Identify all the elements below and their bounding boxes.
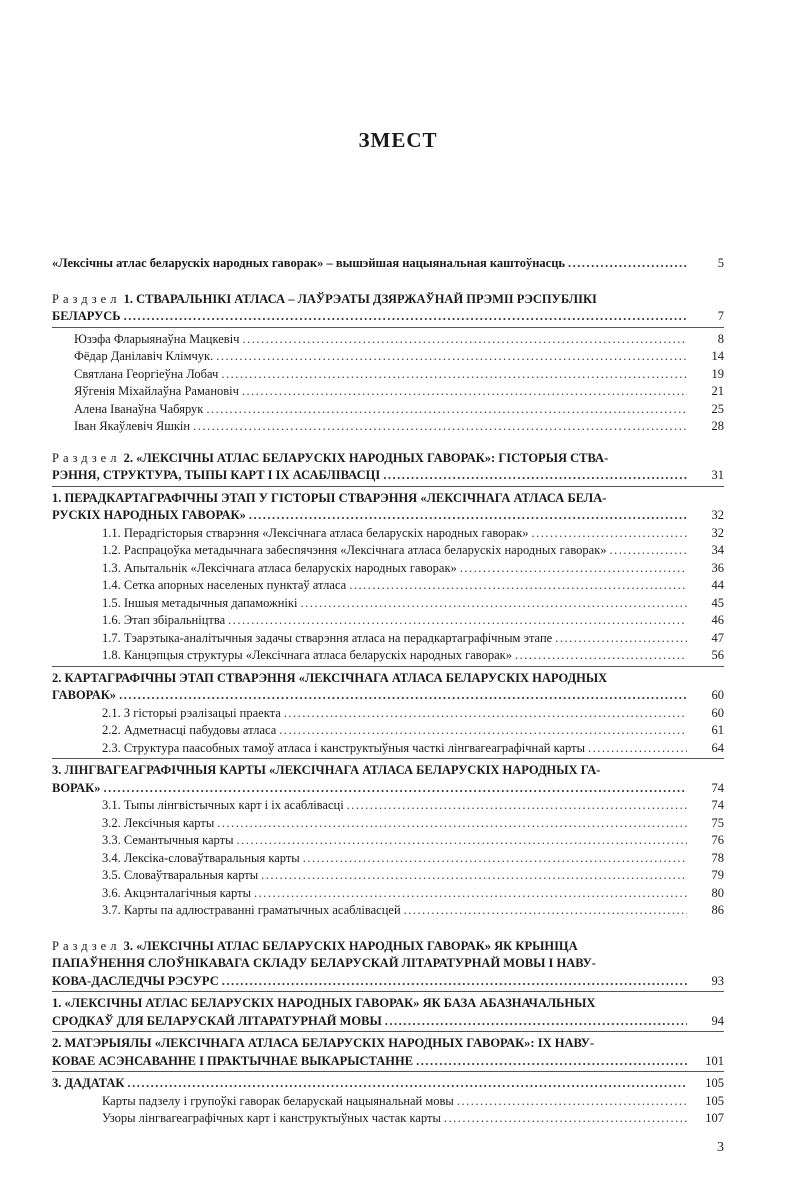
section-heading [52,291,724,309]
toc-item [102,542,724,560]
toc-entry-text: 3.3. Семантычныя карты [102,833,234,847]
toc-page-number: 101 [705,1053,724,1068]
toc-page-number: 78 [711,850,724,865]
dot-leader [206,401,687,419]
toc-page-number: 56 [711,648,724,662]
dot-leader [460,560,687,578]
toc-item [102,1093,724,1111]
toc-entry-text: Іван Якаўлевіч Яшкін [74,419,191,433]
toc-item [74,331,724,349]
dot-leader [254,885,687,903]
dot-leader [261,867,687,885]
toc-page-number: 46 [711,613,724,627]
toc-entry-text: Яўгенія Міхайлаўна Рамановіч [74,384,239,398]
toc-page-number: 45 [711,595,724,610]
dot-leader [457,1093,687,1111]
toc-entry-text: «Лексічны атлас беларускіх народных гаворак» – вышэйшая нацыянальная каштоўнасць [52,256,566,270]
toc-page-number: 60 [711,705,724,720]
toc-item [74,366,724,384]
toc-entry-text: 1.4. Сетка апорных населеных пунктаў атласа [102,578,347,592]
toc-entry-text: Святлана Георгіеўна Лобач [74,366,219,381]
section-label: Раздзел [52,938,121,953]
dot-leader [515,647,687,665]
toc-item [102,525,724,543]
toc-chapter [52,995,724,1032]
divider [52,486,724,487]
toc-item [102,850,724,868]
chapter-title-line: РУСКІХ НАРОДНЫХ ГАВОРАК» [52,508,246,522]
toc-item [74,401,724,419]
toc-page-number: 75 [711,815,724,830]
toc-entry-text: 2.2. Адметнасці пабудовы атласа [102,723,277,737]
section-title-line: ПАПАЎНЕННЯ СЛОЎНІКАВАГА СКЛАДУ БЕЛАРУСКАЙ ЛІТАРАТУРНАЙ МОВЫ І НАВУ- [52,956,596,970]
divider [52,1071,724,1072]
chapter-title-line: ВОРАК» [52,780,101,795]
dot-leader [383,467,687,485]
toc-item [102,1110,724,1128]
toc-item [74,383,724,401]
section-title-line: КОВА-ДАСЛЕДЧЫ РЭСУРС [52,973,219,988]
toc-page-number: 74 [711,798,724,812]
toc-page-number: 74 [711,780,724,795]
toc-page-number: 5 [717,256,724,270]
toc-page-number: 36 [711,560,724,575]
toc-item [102,630,724,648]
toc-page-number: 107 [705,1111,724,1125]
toc-item [102,647,724,665]
toc-section-1 [52,291,724,328]
dot-leader [284,705,687,723]
toc-page-number: 64 [711,740,724,755]
divider [52,327,724,328]
chapter-title-line: 1. «ЛЕКСІЧНЫ АТЛАС БЕЛАРУСКІХ НАРОДНЫХ ГАВОРАК» ЯК БАЗА АБАЗНАЧАЛЬНЫХ [52,996,596,1010]
toc-entry-text: 3.2. Лексічныя карты [102,815,215,830]
chapter-title-line: 3. ЛІНГВАГЕАГРАФІЧНЫЯ КАРТЫ «ЛЕКСІЧНАГА АТЛАСА БЕЛАРУСКІХ НАРОДНЫХ ГА- [52,763,601,777]
chapter-title-line: ГАВОРАК» [52,688,117,702]
toc-page-number: 7 [717,309,724,323]
divider [52,991,724,992]
toc-entry-text: 2.1. З гісторыі рэалізацыі праекта [102,705,281,720]
dot-leader [103,780,687,798]
toc-page-number: 34 [711,543,724,557]
toc-entry-text: 3.6. Акцэнталагічныя карты [102,885,252,900]
toc-intro [52,255,724,273]
toc-item [102,612,724,630]
toc-entry-text: Узоры лінгвагеаграфічных карт і канструктыўных частак карты [102,1111,441,1125]
toc-page-number: 31 [711,468,724,482]
divider [52,1031,724,1032]
toc-item [74,418,724,436]
page-title: ЗМЕСТ [358,128,438,152]
toc-entry-text: 3.7. Карты па адлюстраванні граматычных асаблівасцей [102,903,401,917]
toc-entry-text: 1.5. Іншыя метадычныя дапаможнікі [102,595,298,610]
dot-leader [119,687,687,705]
dot-leader [300,595,687,613]
toc-page-number: 105 [705,1093,724,1108]
dot-leader [532,525,687,543]
dot-leader [279,722,687,740]
toc-chapter [52,1035,724,1072]
toc-page-number: 21 [711,384,724,398]
chapter-title-line: 2. МАТЭРЫЯЛЫ «ЛЕКСІЧНАГА АТЛАСА БЕЛАРУСКІХ НАРОДНЫХ ГАВОРАК»: ІХ НАВУ- [52,1036,595,1050]
section-heading [52,938,724,956]
toc-page-number: 32 [711,508,724,522]
toc-entry-text: Фёдар Данілавіч Клімчук. [74,349,214,363]
toc-page-number: 105 [705,1076,724,1090]
dot-leader [349,577,687,595]
dot-leader [127,1075,687,1093]
toc-item [102,705,724,723]
chapter-title-line: КОВАЕ АСЭНСАВАННЕ І ПРАКТЫЧНАЕ ВЫКАРЫСТАННЕ [52,1053,414,1068]
section-label: Раздзел [52,291,121,306]
toc-item [74,348,724,366]
toc-item [102,577,724,595]
dot-leader [193,418,687,436]
toc-item [102,867,724,885]
toc-entry-text: 3.1. Тыпы лінгвістычных карт і іх асаблівасці [102,798,344,812]
toc-entry-text: 1.3. Апытальнік «Лексічнага атласа беларускіх народных гаворак» [102,560,457,575]
section-1-items [74,331,724,436]
section-heading [52,450,724,468]
toc-page-number: 19 [711,366,724,381]
chapter-items [102,525,724,665]
toc-page-number: 60 [711,688,724,702]
toc-page-number: 61 [711,723,724,737]
toc-item [102,740,724,758]
toc-page-number: 76 [711,833,724,847]
toc-section-3 [52,938,724,993]
toc-item [102,722,724,740]
toc-page-number: 28 [711,419,724,433]
dot-leader [217,815,687,833]
toc-entry-text: 2.3. Структура паасобных тамоў атласа і канструктыўныя часткі лінгвагеаграфічнай карты [102,740,585,755]
dot-leader [385,1013,687,1031]
toc-item [102,560,724,578]
toc-item [102,885,724,903]
section-title-line: БЕЛАРУСЬ [52,309,121,323]
divider [52,758,724,759]
toc-page-number: 47 [711,630,724,645]
toc-page-number: 79 [711,868,724,882]
toc-page-number: 80 [711,885,724,900]
dot-leader [124,308,687,326]
dot-leader [444,1110,687,1128]
chapter-title-line: 3. ДАДАТАК [52,1076,125,1090]
dot-leader [216,348,687,366]
dot-leader [588,740,687,758]
toc-item [102,797,724,815]
section-label: Раздзел [52,450,121,465]
toc-page-number: 25 [711,401,724,416]
toc-page-number: 8 [717,331,724,346]
dot-leader [242,331,687,349]
toc-item [102,595,724,613]
section-title-line: РЭННЯ, СТРУКТУРА, ТЫПЫ КАРТ І ІХ АСАБЛІВАСЦІ [52,468,381,482]
toc-chapter [52,670,724,705]
page-number: 3 [717,1140,724,1155]
chapter-items [102,705,724,758]
toc-page-number: 14 [711,349,724,363]
toc-page-number: 44 [711,578,724,592]
dot-leader [404,902,687,920]
toc-chapter [52,1075,724,1093]
toc-chapter [52,762,724,797]
toc-page-number: 93 [711,973,724,988]
divider [52,666,724,667]
toc-entry-text: 1.8. Канцэпцыя структуры «Лексічнага атласа беларускіх народных гаворак» [102,648,512,662]
dot-leader [228,612,687,630]
toc-item [102,902,724,920]
dot-leader [568,255,687,273]
toc-entry-text: 1.2. Распрацоўка метадычнага забеспячэння «Лексічнага атласа беларускіх народных гаворак» [102,543,607,557]
toc-page-number: 32 [711,525,724,540]
chapter-items [102,1093,724,1128]
dot-leader [303,850,687,868]
dot-leader [236,832,687,850]
section-title-line: 1. СТВАРАЛЬНІКІ АТЛАСА – ЛАЎРЭАТЫ ДЗЯРЖАЎНАЙ ПРЭМІІ РЭСПУБЛІКІ [123,291,597,306]
toc-entry-text: 1.6. Этап збіральніцтва [102,613,226,627]
dot-leader [221,366,687,384]
toc-entry-text: Карты падзелу і групоўкі гаворак беларускай нацыянальнай мовы [102,1093,454,1108]
toc-item [102,815,724,833]
toc-entry-text: 3.4. Лексіка-словаўтваральныя карты [102,850,300,865]
toc-entry-text: Юзэфа Фларыянаўна Мацкевіч [74,331,240,346]
toc-entry-text: 3.5. Словаўтваральныя карты [102,868,259,882]
toc-entry-text: 1.7. Тэарэтыка-аналітычныя задачы стварэння атласа на перадкартаграфічным этапе [102,630,553,645]
toc-chapter [52,490,724,525]
chapter-title-line: СРОДКАЎ ДЛЯ БЕЛАРУСКАЙ ЛІТАРАТУРНАЙ МОВЫ [52,1013,382,1028]
toc-entry-text: 1.1. Перадгісторыя стварэння «Лексічнага атласа беларускіх народных гаворак» [102,525,529,540]
dot-leader [555,630,687,648]
table-of-contents [52,255,724,1128]
dot-leader [416,1053,687,1071]
toc-page-number: 86 [711,903,724,917]
section-title-line: 3. «ЛЕКСІЧНЫ АТЛАС БЕЛАРУСКІХ НАРОДНЫХ ГАВОРАК» ЯК КРЫНІЦА [123,938,578,953]
section-title-line: 2. «ЛЕКСІЧНЫ АТЛАС БЕЛАРУСКІХ НАРОДНЫХ ГАВОРАК»: ГІСТОРЫЯ СТВА- [123,450,609,465]
dot-leader [347,797,687,815]
toc-entry-text: Алена Іванаўна Чабярук [74,401,204,416]
chapter-items [102,797,724,920]
dot-leader [242,383,687,401]
dot-leader [249,507,687,525]
dot-leader [610,542,687,560]
toc-page-number: 94 [711,1013,724,1028]
chapter-title-line: 2. КАРТАГРАФІЧНЫ ЭТАП СТВАРЭННЯ «ЛЕКСІЧНАГА АТЛАСА БЕЛАРУСКІХ НАРОДНЫХ [52,670,608,685]
toc-section-2 [52,450,724,487]
dot-leader [222,973,687,991]
chapter-title-line: 1. ПЕРАДКАРТАГРАФІЧНЫ ЭТАП У ГІСТОРЫІ СТВАРЭННЯ «ЛЕКСІЧНАГА АТЛАСА БЕЛА- [52,490,607,505]
toc-item [102,832,724,850]
